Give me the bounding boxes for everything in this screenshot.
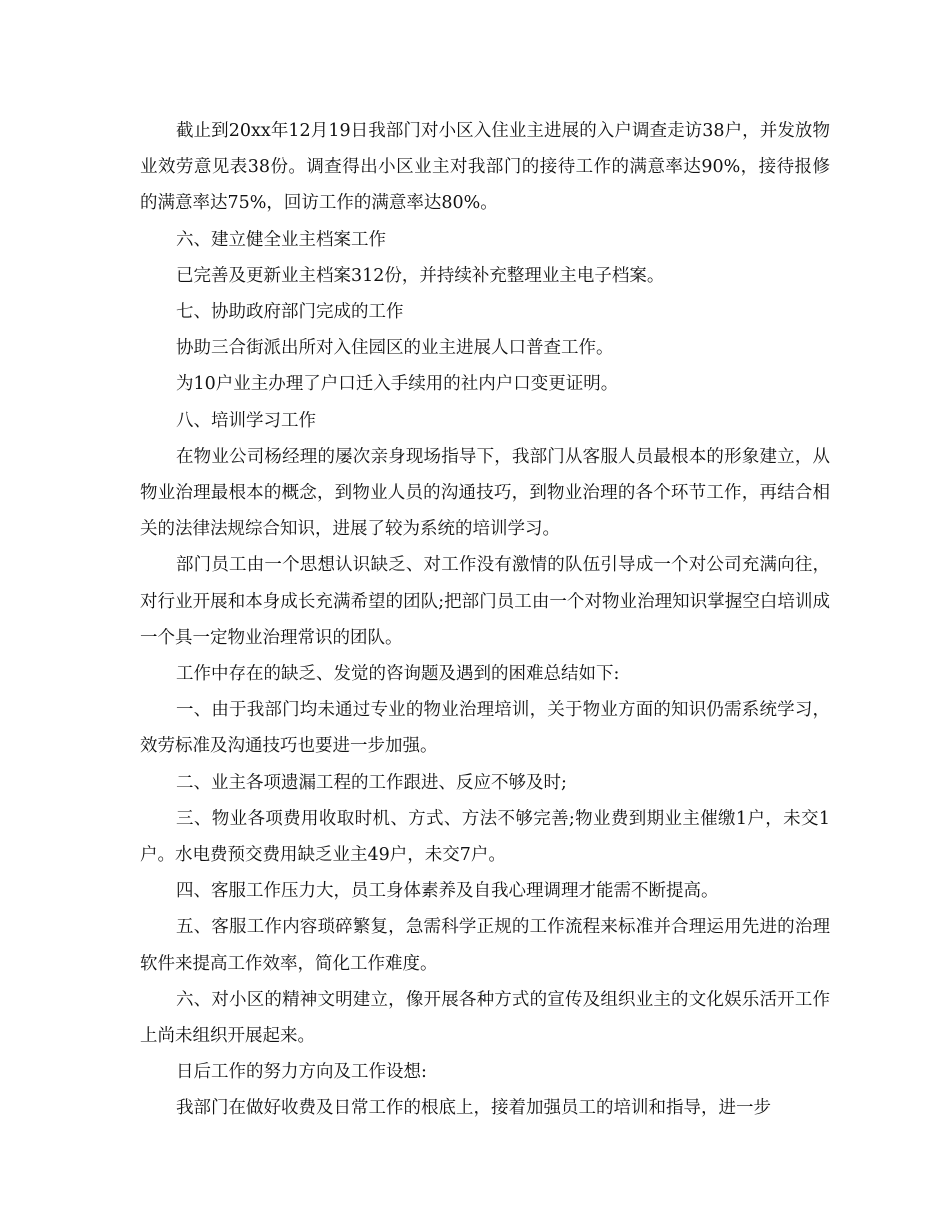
paragraph-survey-results: 截止到20xx年12月19日我部门对小区入住业主进展的入户调查走访38户，并发放物业效劳意见表38份。调查得出小区业主对我部门的接待工作的满意率达90%，接待报修的满意率达75%，回访工作的满意率达80%。: [140, 121, 830, 214]
document-body: [140, 113, 830, 1127]
heading-training: 八、培训学习工作: [176, 410, 316, 431]
paragraph-training-guidance: 在物业公司杨经理的屡次亲身现场指导下，我部门从客服人员最根本的形象建立，从物业治理最根本的概念，到物业人员的沟通技巧，到物业治理的各个环节工作，再结合相关的法律法规综合知识，进展了较为系统的培训学习。: [140, 446, 830, 540]
list-item-problem-1: 一、由于我部门均未通过专业的物业治理培训，关于物业方面的知识仍需系统学习，效劳标准及沟通技巧也要进一步加强。: [140, 700, 830, 757]
paragraph-future-plans: 我部门在做好收费及日常工作的根底上，接着加强员工的培训和指导，进一步: [176, 1098, 771, 1119]
heading-problems-summary: 工作中存在的缺乏、发觉的咨询题及遇到的困难总结如下:: [176, 664, 620, 685]
heading-owner-archives: 六、建立健全业主档案工作: [176, 229, 386, 250]
list-item-problem-3: 三、物业各项费用收取时机、方式、方法不够完善;物业费到期业主催缴1户，未交1户。水电费预交费用缺乏业主49户，未交7户。: [140, 808, 830, 866]
list-item-problem-6: 六、对小区的精神文明建立，像开展各种方式的宣传及组织业主的文化娱乐活开工作上尚未组织开展起来。: [140, 989, 830, 1047]
paragraph-census-assistance: 协助三合街派出所对入住园区的业主进展人口普查工作。: [176, 338, 614, 359]
list-item-problem-4: 四、客服工作压力大，员工身体素养及自我心理调理才能需不断提高。: [176, 881, 719, 902]
paragraph-owner-archives: 已完善及更新业主档案312份，并持续补充整理业主电子档案。: [176, 265, 665, 286]
list-item-problem-2: 二、业主各项遗漏工程的工作跟进、反应不够及时;: [176, 772, 567, 793]
heading-future-plans: 日后工作的努力方向及工作设想:: [176, 1062, 427, 1083]
list-item-problem-5: 五、客服工作内容琐碎繁复，急需科学正规的工作流程来标准并合理运用先进的治理软件来提高工作效率，简化工作难度。: [140, 917, 830, 974]
paragraph-team-building: 部门员工由一个思想认识缺乏、对工作没有激情的队伍引导成一个对公司充满向往，对行业开展和本身成长充满希望的团队;把部门员工由一个对物业治理知识掌握空白培训成一个具一定物业治理常识的团队。: [140, 555, 830, 648]
heading-government-assistance: 七、协助政府部门完成的工作: [176, 302, 404, 323]
paragraph-household-registration: 为10户业主办理了户口迁入手续用的社内户口变更证明。: [176, 374, 619, 395]
